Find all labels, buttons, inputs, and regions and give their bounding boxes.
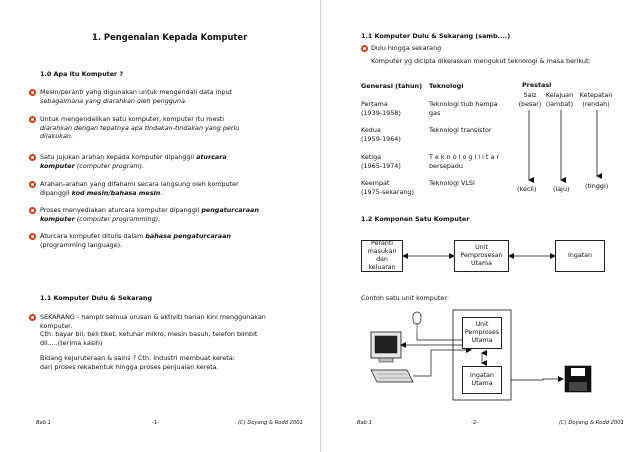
- text-line: sebagaimana yang diarahkan oleh pengguna.: [40, 96, 187, 105]
- technology: Teknologi tiub hampa: [429, 100, 498, 108]
- technology: Teknologi transistor: [429, 126, 492, 134]
- text-line: Bidang kejuruteraan & sains ? Cth: Industri membuat kereta:: [40, 354, 235, 363]
- technology: Teknologi VLSI: [429, 179, 475, 187]
- page-number: -1-: [152, 420, 160, 426]
- section-heading-continued: 1.1 Komputer Dulu & Sekarang (samb....): [361, 32, 511, 40]
- example-caption: Contoh satu unit komputer:: [361, 294, 449, 302]
- text-line: (besar): [518, 99, 542, 108]
- text-line: Pemprosesan: [460, 252, 503, 259]
- text-line: Kelajuan: [545, 91, 574, 99]
- bullet-icon: [29, 314, 36, 321]
- page-title: 1. Pengenalan Kepada Komputer: [92, 32, 248, 42]
- intro-text: Komputer yg dicipta dikelaskan mengukut teknologi & masa berikut:: [371, 57, 591, 65]
- text-line: dilakukan.: [40, 132, 73, 141]
- text-line: Ingatan: [469, 372, 495, 379]
- text-line: (lambat): [545, 99, 574, 108]
- generation-years: (1975-sekarang): [361, 187, 414, 196]
- definition-text: [40, 88, 232, 105]
- keyword: komputer: [40, 214, 75, 223]
- box-example-memory: [462, 366, 502, 394]
- programming-text: [40, 206, 259, 223]
- keyword: aturcara: [196, 153, 227, 161]
- text-line: Utama: [471, 380, 493, 387]
- technology: T e k n o l o g i l i t a r: [429, 153, 500, 161]
- generation-years: (1959-1964): [361, 134, 401, 143]
- keyboard-icon: [371, 370, 413, 382]
- language-text: [40, 232, 231, 249]
- text-line: SEKARANG - hampir semua urusan & aktiviti harian kini menggunakan: [40, 313, 266, 321]
- text-line: masukan dan: [367, 248, 397, 263]
- text-span: Satu jujukan arahan kepada komputer dipanggil: [40, 153, 197, 161]
- mouse-icon: [413, 312, 421, 334]
- control-text: [40, 115, 239, 141]
- footer-right: (C) Doyang & Rodd 2001: [238, 420, 303, 426]
- text-line: Mesin/peranti yang digunakan untuk mengendali data input: [40, 88, 233, 96]
- keyword: pengaturcaraan: [201, 206, 259, 214]
- section-heading-1-2: 1.2 Komponen Satu Komputer: [361, 215, 470, 223]
- generation-name: Keempat: [361, 179, 390, 187]
- generation-years: (1939-1958): [361, 108, 401, 117]
- bullet-icon: [29, 89, 36, 96]
- keyword: komputer: [40, 161, 75, 170]
- technology: gas: [429, 108, 441, 117]
- text-line: Utama: [471, 337, 493, 344]
- text-line: komputer.: [40, 321, 73, 330]
- col-teknologi: Teknologi: [429, 82, 464, 90]
- sekarang-text: [40, 313, 266, 372]
- text-line: Arahan-arahan yang difahami secara langsung oleh komputer: [40, 180, 239, 188]
- line-memory-disk: [511, 379, 563, 380]
- text-line: Utama: [471, 260, 492, 267]
- bullet-icon: [29, 116, 36, 123]
- generation-years: (1965-1974): [361, 161, 401, 170]
- page-number: -2-: [471, 420, 479, 426]
- end-ketepatan: (tinggi): [585, 182, 609, 190]
- floppy-disk-icon: [565, 366, 591, 392]
- footer-left: Bab 1: [36, 420, 51, 426]
- keyword: kod mesin/bahasa mesin: [71, 188, 161, 197]
- program-definition-text: [40, 153, 227, 170]
- text-line: (rendah): [582, 99, 610, 108]
- generation-name: Pertama: [361, 100, 388, 108]
- text-span: Aturcara komputer ditulis dalam: [40, 232, 146, 240]
- text-line: Untuk mengendalikan satu komputer, komputer itu mesti: [40, 115, 224, 123]
- text-line: Cth: bayar bil, beli tiket, ketuhar mikro, mesin basuh, telefon bimbit: [40, 330, 258, 339]
- technology: bersepadu: [429, 161, 463, 170]
- generation-name: Ketiga: [361, 153, 382, 161]
- text-line: dari proses rekabentuk hingga proses penjualan kereta.: [40, 362, 219, 371]
- bullet-icon: [29, 154, 36, 161]
- bullet-text: Dulu hingga sekarang: [371, 44, 442, 52]
- box-example-cpu: [462, 317, 502, 349]
- text-line: Ingatan: [567, 252, 593, 259]
- text-span: Proses menyediakan aturcara komputer dipanggil: [40, 206, 202, 214]
- col-prestasi: Prestasi: [522, 81, 552, 89]
- keyword: bahasa pengaturcaraan: [145, 232, 231, 240]
- text-line: diarahkan dengan tepatnya apa tindakan-tindakan yang perlu: [40, 123, 240, 132]
- end-kelajuan: (laju): [553, 185, 570, 193]
- page-2: [320, 0, 640, 452]
- bullet-icon: [29, 181, 36, 188]
- text-span: .: [160, 188, 163, 197]
- text-line: Unit: [475, 244, 488, 251]
- text-line: Pemproses: [464, 329, 500, 336]
- text-line: Peranti: [370, 240, 394, 247]
- text-line: (programming language).: [40, 240, 123, 249]
- text-line: Ketepatan: [579, 91, 613, 99]
- section-heading-1-0: 1.0 Apa itu Komputer ?: [40, 70, 124, 78]
- text-line: dll.....(terima kasih): [40, 338, 103, 347]
- footer-right: (C) Doyang & Rodd 2001: [559, 420, 624, 426]
- bullet-icon: [29, 233, 36, 240]
- monitor-icon: [371, 332, 401, 362]
- machine-code-text: [40, 180, 239, 197]
- generation-name: Kedua: [361, 126, 381, 134]
- footer-left: Bab 1: [357, 420, 372, 426]
- text-line: Saiz: [523, 91, 537, 99]
- end-saiz: (kecil): [517, 185, 537, 193]
- text-span: (computer program).: [74, 161, 145, 170]
- section-heading-1-1: 1.1 Komputer Dulu & Sekarang: [40, 294, 153, 302]
- text-line: Unit: [475, 321, 489, 328]
- col-generasi: Generasi (tahun): [361, 82, 423, 90]
- text-span: dipanggil: [40, 188, 72, 197]
- text-line: keluaran: [368, 264, 396, 271]
- bullet-icon: [29, 207, 36, 214]
- text-span: (computer programming).: [74, 214, 161, 223]
